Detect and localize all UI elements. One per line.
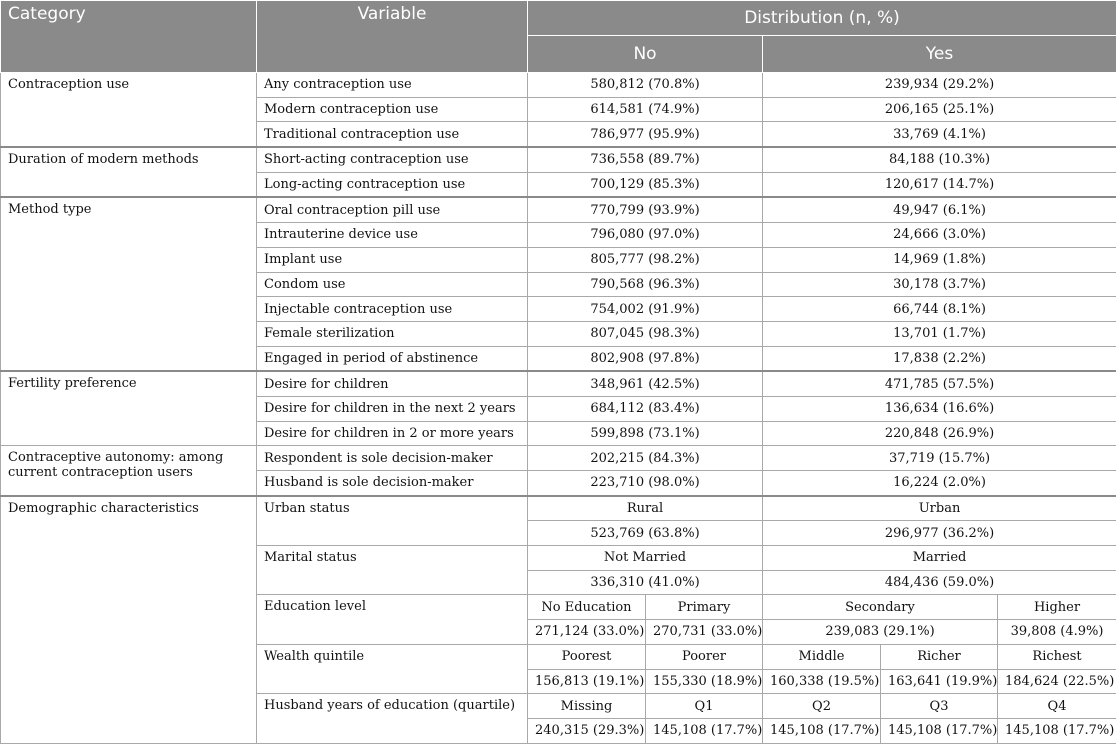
- variable-cell: Husband is sole decision-maker: [257, 471, 528, 496]
- table-row: [1, 197, 1116, 222]
- yes-value-cell: 33,769 (4.1%): [763, 122, 1116, 147]
- level-value-cell: 296,977 (36.2%): [763, 521, 1116, 546]
- table-row: [1, 496, 1116, 521]
- yes-value-cell: 66,744 (8.1%): [763, 297, 1116, 322]
- level-value-cell: 155,330 (18.9%): [646, 669, 763, 694]
- level-value-cell: 160,338 (19.5%): [763, 669, 881, 694]
- level-value-cell: 145,108 (17.7%): [763, 718, 881, 743]
- level-label-cell: Q3: [881, 694, 998, 719]
- yes-value-cell: 136,634 (16.6%): [763, 396, 1116, 421]
- yes-value-cell: 30,178 (3.7%): [763, 272, 1116, 297]
- level-label-cell: Rural: [528, 496, 763, 521]
- variable-cell: Female sterilization: [257, 321, 528, 346]
- yes-value-cell: 120,617 (14.7%): [763, 172, 1116, 197]
- level-value-cell: 523,769 (63.8%): [528, 521, 763, 546]
- level-label-cell: Middle: [763, 644, 881, 669]
- no-value-cell: 796,080 (97.0%): [528, 223, 763, 248]
- level-value-cell: 156,813 (19.1%): [528, 669, 646, 694]
- level-label-cell: Poorer: [646, 644, 763, 669]
- no-value-cell: 223,710 (98.0%): [528, 471, 763, 496]
- yes-value-cell: 49,947 (6.1%): [763, 197, 1116, 222]
- yes-value-cell: 220,848 (26.9%): [763, 421, 1116, 446]
- variable-cell: Education level: [257, 595, 528, 644]
- level-label-cell: Q1: [646, 694, 763, 719]
- header-variable: Variable: [257, 1, 528, 73]
- level-label-cell: Higher: [998, 595, 1116, 620]
- no-value-cell: 802,908 (97.8%): [528, 346, 763, 371]
- header-yes: Yes: [763, 36, 1116, 73]
- yes-value-cell: 13,701 (1.7%): [763, 321, 1116, 346]
- table-body: [1, 73, 1116, 744]
- level-value-cell: 239,083 (29.1%): [763, 620, 998, 645]
- category-cell: Contraception use: [1, 73, 257, 148]
- level-label-cell: Urban: [763, 496, 1116, 521]
- level-value-cell: 336,310 (41.0%): [528, 570, 763, 595]
- level-value-cell: 39,808 (4.9%): [998, 620, 1116, 645]
- level-label-cell: Secondary: [763, 595, 998, 620]
- variable-cell: Wealth quintile: [257, 644, 528, 693]
- no-value-cell: 754,002 (91.9%): [528, 297, 763, 322]
- level-label-cell: Missing: [528, 694, 646, 719]
- yes-value-cell: 37,719 (15.7%): [763, 446, 1116, 471]
- level-label-cell: Married: [763, 546, 1116, 571]
- variable-cell: Desire for children in the next 2 years: [257, 396, 528, 421]
- no-value-cell: 580,812 (70.8%): [528, 73, 763, 98]
- no-value-cell: 807,045 (98.3%): [528, 321, 763, 346]
- yes-value-cell: 17,838 (2.2%): [763, 346, 1116, 371]
- category-cell: Method type: [1, 197, 257, 371]
- variable-cell: Respondent is sole decision-maker: [257, 446, 528, 471]
- yes-value-cell: 239,934 (29.2%): [763, 73, 1116, 98]
- no-value-cell: 790,568 (96.3%): [528, 272, 763, 297]
- category-cell: Demographic characteristics: [1, 496, 257, 743]
- variable-cell: Engaged in period of abstinence: [257, 346, 528, 371]
- yes-value-cell: 24,666 (3.0%): [763, 223, 1116, 248]
- level-label-cell: Primary: [646, 595, 763, 620]
- variable-cell: Long-acting contraception use: [257, 172, 528, 197]
- level-value-cell: 145,108 (17.7%): [998, 718, 1116, 743]
- level-label-cell: Q2: [763, 694, 881, 719]
- table-row: [1, 371, 1116, 396]
- level-label-cell: Richest: [998, 644, 1116, 669]
- level-label-cell: No Education: [528, 595, 646, 620]
- no-value-cell: 348,961 (42.5%): [528, 371, 763, 396]
- no-value-cell: 700,129 (85.3%): [528, 172, 763, 197]
- level-value-cell: 184,624 (22.5%): [998, 669, 1116, 694]
- yes-value-cell: 84,188 (10.3%): [763, 147, 1116, 172]
- no-value-cell: 614,581 (74.9%): [528, 97, 763, 122]
- table-row: [1, 446, 1116, 471]
- yes-value-cell: 206,165 (25.1%): [763, 97, 1116, 122]
- level-value-cell: 145,108 (17.7%): [646, 718, 763, 743]
- variable-cell: Implant use: [257, 247, 528, 272]
- level-label-cell: Not Married: [528, 546, 763, 571]
- variable-cell: Traditional contraception use: [257, 122, 528, 147]
- level-label-cell: Poorest: [528, 644, 646, 669]
- level-value-cell: 270,731 (33.0%): [646, 620, 763, 645]
- level-label-cell: Richer: [881, 644, 998, 669]
- variable-cell: Husband years of education (quartile): [257, 694, 528, 743]
- variable-cell: Desire for children: [257, 371, 528, 396]
- no-value-cell: 599,898 (73.1%): [528, 421, 763, 446]
- header-distribution: Distribution (n, %): [528, 1, 1116, 36]
- level-value-cell: 163,641 (19.9%): [881, 669, 998, 694]
- variable-cell: Intrauterine device use: [257, 223, 528, 248]
- no-value-cell: 786,977 (95.9%): [528, 122, 763, 147]
- category-cell: Contraceptive autonomy: among current contraception users: [1, 446, 257, 496]
- level-value-cell: 271,124 (33.0%): [528, 620, 646, 645]
- no-value-cell: 202,215 (84.3%): [528, 446, 763, 471]
- variable-cell: Urban status: [257, 496, 528, 546]
- variable-cell: Oral contraception pill use: [257, 197, 528, 222]
- variable-cell: Condom use: [257, 272, 528, 297]
- level-value-cell: 484,436 (59.0%): [763, 570, 1116, 595]
- category-cell: Duration of modern methods: [1, 147, 257, 197]
- no-value-cell: 684,112 (83.4%): [528, 396, 763, 421]
- yes-value-cell: 471,785 (57.5%): [763, 371, 1116, 396]
- header-category: Category: [1, 1, 257, 73]
- level-value-cell: 240,315 (29.3%): [528, 718, 646, 743]
- no-value-cell: 770,799 (93.9%): [528, 197, 763, 222]
- table-row: [1, 73, 1116, 98]
- variable-cell: Injectable contraception use: [257, 297, 528, 322]
- variable-cell: Short-acting contraception use: [257, 147, 528, 172]
- level-value-cell: 145,108 (17.7%): [881, 718, 998, 743]
- variable-cell: Any contraception use: [257, 73, 528, 98]
- no-value-cell: 805,777 (98.2%): [528, 247, 763, 272]
- no-value-cell: 736,558 (89.7%): [528, 147, 763, 172]
- variable-cell: Marital status: [257, 546, 528, 595]
- header-no: No: [528, 36, 763, 73]
- level-label-cell: Q4: [998, 694, 1116, 719]
- variable-cell: Desire for children in 2 or more years: [257, 421, 528, 446]
- yes-value-cell: 14,969 (1.8%): [763, 247, 1116, 272]
- variable-cell: Modern contraception use: [257, 97, 528, 122]
- yes-value-cell: 16,224 (2.0%): [763, 471, 1116, 496]
- table-header: [1, 1, 1116, 73]
- category-cell: Fertility preference: [1, 371, 257, 446]
- table-row: [1, 147, 1116, 172]
